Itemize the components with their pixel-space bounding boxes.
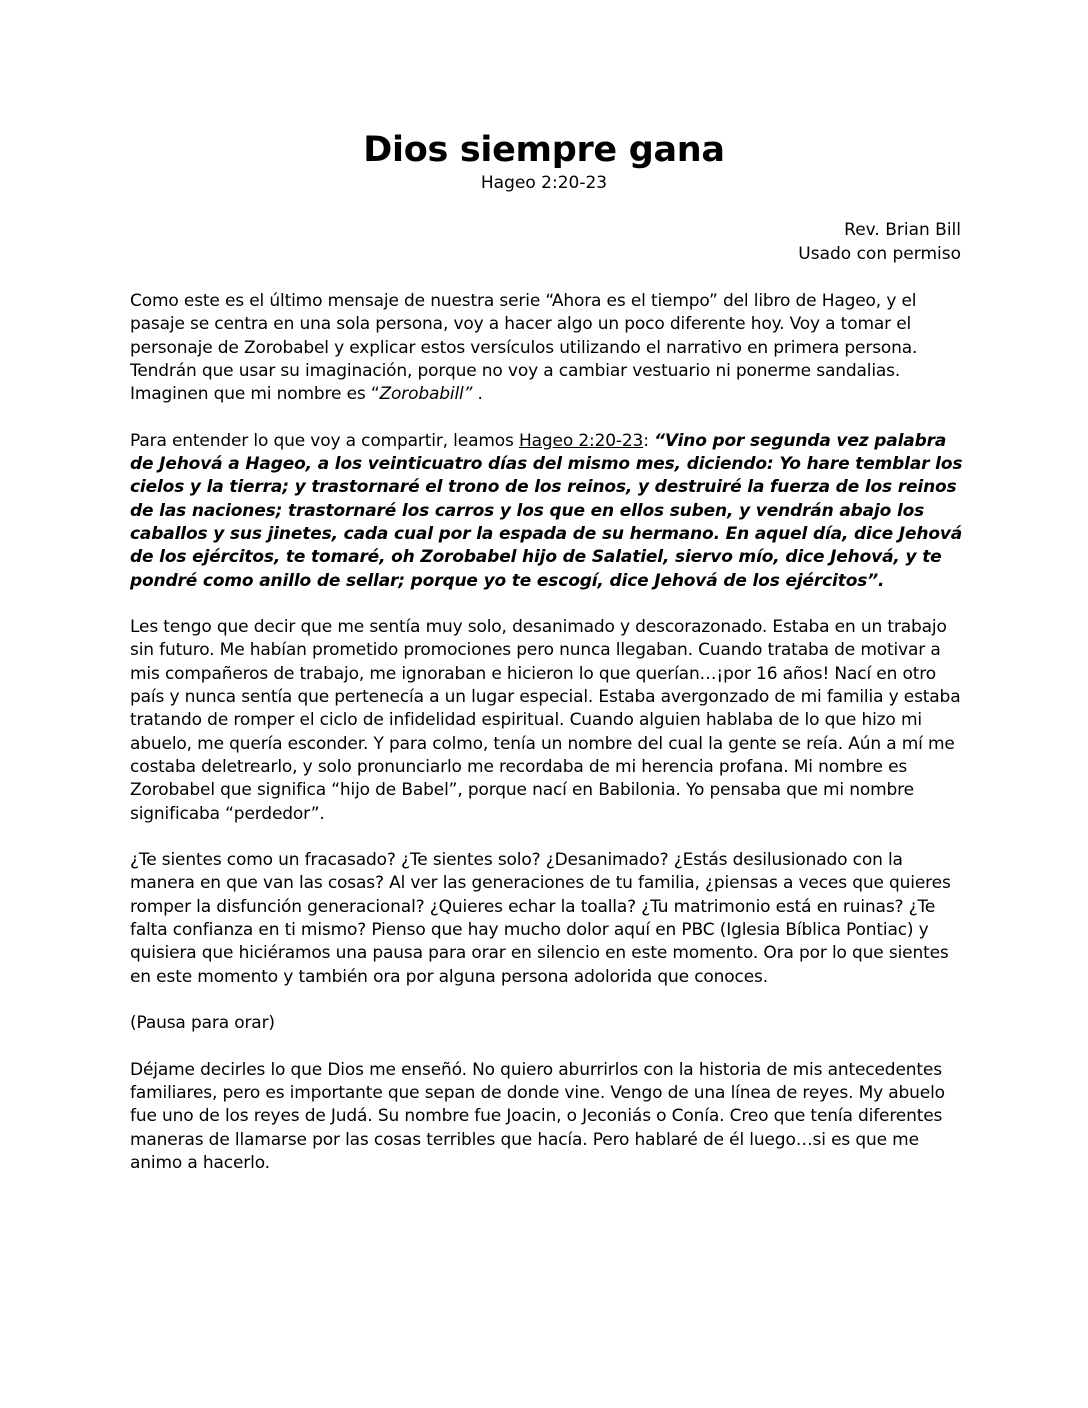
scripture-colon: : xyxy=(643,430,655,451)
scripture-quote: “Vino por segunda vez palabra de Jehová a Hageo, a los veinticuatro días del mismo mes, diciendo: Yo hare temblar los cielos y la tierra; y trastornaré el trono de los reinos, y destruiré la fuerza de los reinos de las naciones; trastornaré los carros y los que en ellos suben, y vendrán abajo los caballos y sus jinetes, cada cual por la espada de su hermano. En aquel día, dice Jehová de los ejércitos, te tomaré, oh Zorobabel hijo de Salatiel, siervo mío, dice Jehová, y te pondré como anillo de sellar; porque yo te escogí, dice Jehová de los ejércitos”. xyxy=(130,430,963,591)
permission-note: Usado con permiso xyxy=(798,244,961,264)
paragraph-story: Les tengo que decir que me sentía muy solo, desanimado y descorazonado. Estaba en un trabajo sin futuro. Me habían prometido promociones pero nunca llegaban. Cuando trataba de motivar a mis compañeros de trabajo, me ignoraban e hicieron lo que querían…¡por 16 años! Nací en otro país y nunca sentía que pertenecía a un lugar especial. Estaba avergonzado de mi familia y estaba tratando de romper el ciclo de infidelidad espiritual. Cuando alguien hablaba de lo que hizo mi abuelo, me quería esconder. Y para colmo, tenía un nombre del cual la gente se reía. Aún a mí me costaba deletrearlo, y solo pronunciarlo me recordaba de mi herencia profana. Mi nombre es Zorobabel que significa “hijo de Babel”, porque nací en Babilonia. Yo pensaba que mi nombre significaba “perdedor”. xyxy=(130,617,961,824)
author-block xyxy=(798,218,961,266)
paragraph-pause: (Pausa para orar) xyxy=(130,1013,275,1034)
paragraph-scripture xyxy=(130,430,968,593)
scripture-link[interactable]: Hageo 2:20-23 xyxy=(518,430,644,451)
intro-end: . xyxy=(472,384,483,405)
paragraph-intro xyxy=(130,290,968,406)
document-body xyxy=(130,290,968,1199)
paragraph-family: Déjame decirles lo que Dios me enseñó. No quiero aburrirlos con la historia de mis antecedentes familiares, pero es importante que sepan de donde vine. Vengo de una línea de reyes. My abuelo fue uno de los reyes de Judá. Su nombre fue Joacin, o Jeconiás o Conía. Creo que tenía diferentes maneras de llamarse por las cosas terribles que hacía. Pero hablaré de él luego…si es que me animo a hacerlo. xyxy=(130,1059,945,1173)
author-name: Rev. Brian Bill xyxy=(844,220,961,240)
document-title: Dios siempre gana xyxy=(363,130,725,170)
scripture-reference-subtitle: Hageo 2:20-23 xyxy=(480,173,608,193)
nickname-text: Zorobabill” xyxy=(379,384,473,405)
scripture-lead: Para entender lo que voy a compartir, leamos xyxy=(130,430,519,451)
paragraph-questions: ¿Te sientes como un fracasado? ¿Te sientes solo? ¿Desanimado? ¿Estás desilusionado con la manera en que van las cosas? Al ver las generaciones de tu familia, ¿piensas a veces que quieres romper la disfunción generacional? ¿Quieres echar la toalla? ¿Tu matrimonio está en ruinas? ¿Te falta confianza en ti mismo? Pienso que hay mucho dolor aquí en PBC (Iglesia Bíblica Pontiac) y quisiera que hiciéramos una pausa para orar en silencio en este momento. Ora por lo que sientes en este momento y también ora por alguna persona adolorida que conoces. xyxy=(130,850,951,987)
intro-text: Como este es el último mensaje de nuestra serie “Ahora es el tiempo” del libro de Hageo, y el pasaje se centra en una sola persona, voy a hacer algo un poco diferente hoy. Voy a tomar el personaje de Zorobabel y explicar estos versículos utilizando el narrativo en primera persona. Tendrán que usar su imaginación, porque no voy a cambiar vestuario ni ponerme sandalias. Imaginen que mi nombre es “ xyxy=(130,291,918,405)
